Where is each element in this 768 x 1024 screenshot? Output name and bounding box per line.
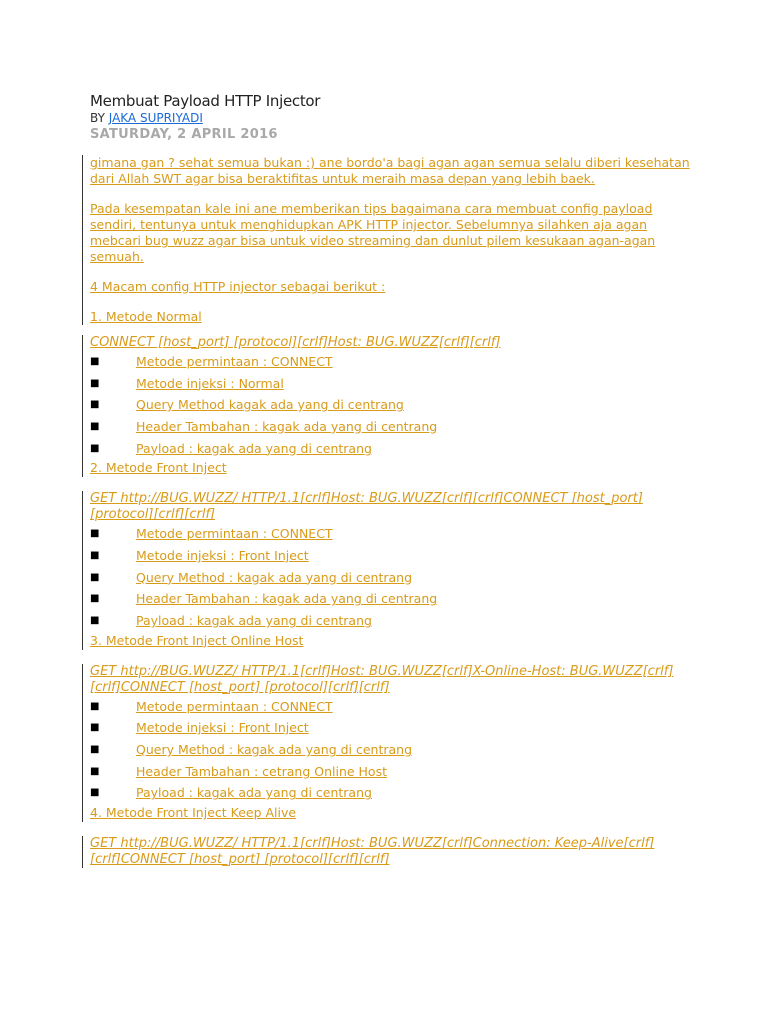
method-title-row	[90, 632, 692, 650]
bullet-list	[82, 696, 692, 822]
bullet-icon: ■	[90, 528, 100, 540]
article-body	[82, 155, 692, 868]
list-item-link[interactable]: Header Tambahan : cetrang Online Host	[136, 763, 387, 779]
code-block	[82, 664, 692, 696]
list-item	[90, 610, 692, 632]
list-item-link[interactable]: Payload : kagak ada yang di centrang	[136, 785, 372, 801]
list-item	[90, 416, 692, 438]
method-title[interactable]: 3. Metode Front Inject Online Host	[90, 632, 304, 648]
bullet-icon: ■	[90, 615, 100, 627]
list-item-link[interactable]: Query Method : kagak ada yang di centrang	[136, 742, 413, 758]
payload-code[interactable]: GET http://BUG.WUZZ/ HTTP/1.1[crlf]Host: BUG.WUZZ[crlf][crlf]CONNECT [host_port] [protocol][crlf][crlf]	[90, 491, 643, 523]
list-item-link[interactable]: Payload : kagak ada yang di centrang	[136, 440, 372, 456]
list-item	[90, 696, 692, 718]
bullet-list	[82, 351, 692, 477]
list-item-link[interactable]: Metode injeksi : Front Inject	[136, 720, 309, 736]
payload-code[interactable]: CONNECT [host_port] [protocol][crlf]Host: BUG.WUZZ[crlf][crlf]	[90, 335, 501, 350]
author-link[interactable]: JAKA SUPRIYADI	[108, 111, 203, 125]
list-item-link[interactable]: Metode permintaan : CONNECT	[136, 698, 333, 714]
list-item-link[interactable]: Metode permintaan : CONNECT	[136, 353, 333, 369]
bullet-icon: ■	[90, 744, 100, 756]
method-title[interactable]: 4. Metode Front Inject Keep Alive	[90, 805, 297, 821]
method-title-row	[90, 459, 692, 477]
list-item-link[interactable]: Query Method : kagak ada yang di centrang	[136, 569, 413, 585]
bullet-icon: ■	[90, 593, 100, 605]
code-block	[82, 335, 692, 351]
bullet-icon: ■	[90, 765, 100, 777]
intro-paragraph[interactable]: gimana gan ? sehat semua bukan :) ane bordo'a bagi agan agan semua selalu diberi kesehatan dari Allah SWT agar bisa beraktifitas untuk meraih masa depan yang lebih baek.	[90, 155, 690, 186]
list-item	[90, 783, 692, 805]
payload-code[interactable]: GET http://BUG.WUZZ/ HTTP/1.1[crlf]Host: BUG.WUZZ[crlf]Connection: Keep-Alive[crlf][crlf]CONNECT [host_port] [protocol][crlf][crlf]	[90, 836, 655, 868]
list-item	[90, 718, 692, 740]
bullet-icon: ■	[90, 377, 100, 389]
method-title[interactable]: 2. Metode Front Inject	[90, 460, 227, 476]
bullet-icon: ■	[90, 549, 100, 561]
bullet-icon: ■	[90, 787, 100, 799]
list-item-link[interactable]: Header Tambahan : kagak ada yang di centrang	[136, 591, 438, 607]
intro-block	[82, 155, 692, 325]
code-block	[82, 491, 692, 523]
article-title: Membuat Payload HTTP Injector	[90, 92, 321, 110]
post-date: SATURDAY, 2 APRIL 2016	[90, 127, 278, 142]
byline	[90, 111, 203, 125]
intro-paragraph[interactable]: 4 Macam config HTTP injector sebagai berikut :	[90, 279, 386, 294]
list-item	[90, 739, 692, 761]
bullet-list	[82, 523, 692, 649]
list-item-link[interactable]: Header Tambahan : kagak ada yang di centrang	[136, 418, 438, 434]
method-title-row	[90, 804, 692, 822]
list-item	[90, 567, 692, 589]
bullet-icon: ■	[90, 722, 100, 734]
list-item	[90, 373, 692, 395]
list-item	[90, 394, 692, 416]
bullet-icon: ■	[90, 355, 100, 367]
list-item	[90, 589, 692, 611]
list-item	[90, 761, 692, 783]
list-item-link[interactable]: Payload : kagak ada yang di centrang	[136, 613, 372, 629]
bullet-icon: ■	[90, 442, 100, 454]
list-item-link[interactable]: Metode permintaan : CONNECT	[136, 526, 333, 542]
intro-paragraph[interactable]: Pada kesempatan kale ini ane memberikan tips bagaimana cara membuat config payload sendiri, tentunya untuk menghidupkan APK HTTP injector. Sebelumnya silahken aja agan mebcari bug wuzz agar bisa untuk video streaming dan dunlut pilem kesukaan agan-agan semuah.	[90, 201, 656, 264]
bullet-icon: ■	[90, 700, 100, 712]
list-item	[90, 351, 692, 373]
list-item	[90, 438, 692, 460]
list-item-link[interactable]: Metode injeksi : Front Inject	[136, 547, 309, 563]
list-item-link[interactable]: Query Method kagak ada yang di centrang	[136, 397, 404, 413]
code-block	[82, 836, 692, 868]
bullet-icon: ■	[90, 399, 100, 411]
bullet-icon: ■	[90, 571, 100, 583]
bullet-icon: ■	[90, 420, 100, 432]
method-title[interactable]: 1. Metode Normal	[90, 309, 202, 324]
payload-code[interactable]: GET http://BUG.WUZZ/ HTTP/1.1[crlf]Host: BUG.WUZZ[crlf]X-Online-Host: BUG.WUZZ[crlf][crlf]CONNECT [host_port] [protocol][crlf][crlf]	[90, 663, 674, 695]
list-item	[90, 545, 692, 567]
list-item-link[interactable]: Metode injeksi : Normal	[136, 375, 284, 391]
by-label: BY	[90, 111, 105, 125]
list-item	[90, 523, 692, 545]
